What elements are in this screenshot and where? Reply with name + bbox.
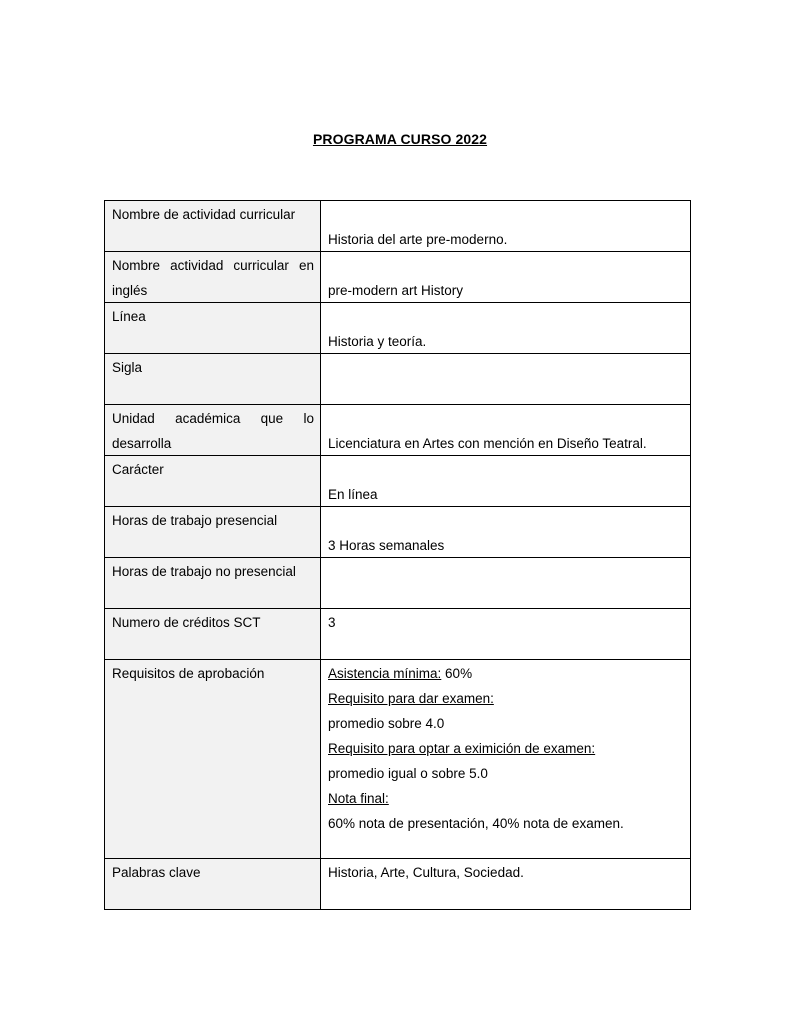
page-title: PROGRAMA CURSO 2022 (312, 131, 488, 147)
row-label: Nombre de actividad curricular (112, 207, 296, 222)
table-row (105, 405, 691, 456)
course-info-table (104, 200, 691, 910)
attendance-label: Asistencia mínima: (328, 666, 442, 681)
row-label: Horas de trabajo presencial (112, 513, 278, 528)
row-value-cell (321, 405, 691, 456)
row-value: En línea (328, 487, 378, 502)
row-label: Palabras clave (112, 865, 201, 880)
table-row (105, 456, 691, 507)
table-row (105, 354, 691, 405)
row-value-cell (321, 456, 691, 507)
final-grade-label: Nota final: (328, 791, 389, 806)
table-row (105, 507, 691, 558)
row-value-cell (321, 201, 691, 252)
exemption-requirement-value: promedio igual o sobre 5.0 (328, 766, 488, 781)
table-row (105, 558, 691, 609)
row-label-cell (105, 660, 321, 859)
row-label: Horas de trabajo no presencial (112, 564, 296, 579)
row-value-cell (321, 609, 691, 660)
row-label-continued: desarrolla (112, 436, 172, 451)
row-value-cell (321, 354, 691, 405)
attendance-value: 60% (441, 666, 473, 681)
row-label: Nombre actividad curricular en (112, 258, 314, 273)
row-value-cell (321, 859, 691, 910)
exemption-requirement-label: Requisito para optar a eximición de examen: (328, 741, 596, 756)
table-row (105, 660, 691, 859)
row-label-cell (105, 201, 321, 252)
row-value-cell (321, 303, 691, 354)
row-label-cell (105, 609, 321, 660)
row-value-cell (321, 660, 691, 859)
requirements-block (321, 660, 690, 858)
row-value: Licenciatura en Artes con mención en Diseño Teatral. (328, 436, 647, 451)
row-value: 3 Horas semanales (328, 538, 445, 553)
row-label: Carácter (112, 462, 164, 477)
row-label: Unidad académica que lo (112, 411, 314, 426)
row-label: Línea (112, 309, 146, 324)
row-value: Historia, Arte, Cultura, Sociedad. (328, 865, 524, 880)
row-label-cell (105, 303, 321, 354)
row-value-cell (321, 558, 691, 609)
exam-requirement-value: promedio sobre 4.0 (328, 716, 445, 731)
table-row (105, 609, 691, 660)
row-value: Historia del arte pre-moderno. (328, 232, 508, 247)
row-label-cell (105, 354, 321, 405)
row-value: Historia y teoría. (328, 334, 427, 349)
row-value: pre-modern art History (328, 283, 464, 298)
row-label-cell (105, 405, 321, 456)
final-grade-value: 60% nota de presentación, 40% nota de examen. (328, 816, 624, 831)
table-row (105, 303, 691, 354)
row-label-cell (105, 558, 321, 609)
row-label-cell (105, 859, 321, 910)
row-label-cell (105, 507, 321, 558)
row-label-cell (105, 456, 321, 507)
row-value-cell (321, 252, 691, 303)
row-label-continued: inglés (112, 283, 148, 298)
exam-requirement-label: Requisito para dar examen: (328, 691, 494, 706)
row-value: 3 (328, 615, 336, 630)
table-row (105, 252, 691, 303)
row-value-cell (321, 507, 691, 558)
row-label: Requisitos de aprobación (112, 666, 265, 681)
table-row (105, 201, 691, 252)
row-label: Numero de créditos SCT (112, 615, 261, 630)
table-row (105, 859, 691, 910)
row-label-cell (105, 252, 321, 303)
row-label: Sigla (112, 360, 143, 375)
